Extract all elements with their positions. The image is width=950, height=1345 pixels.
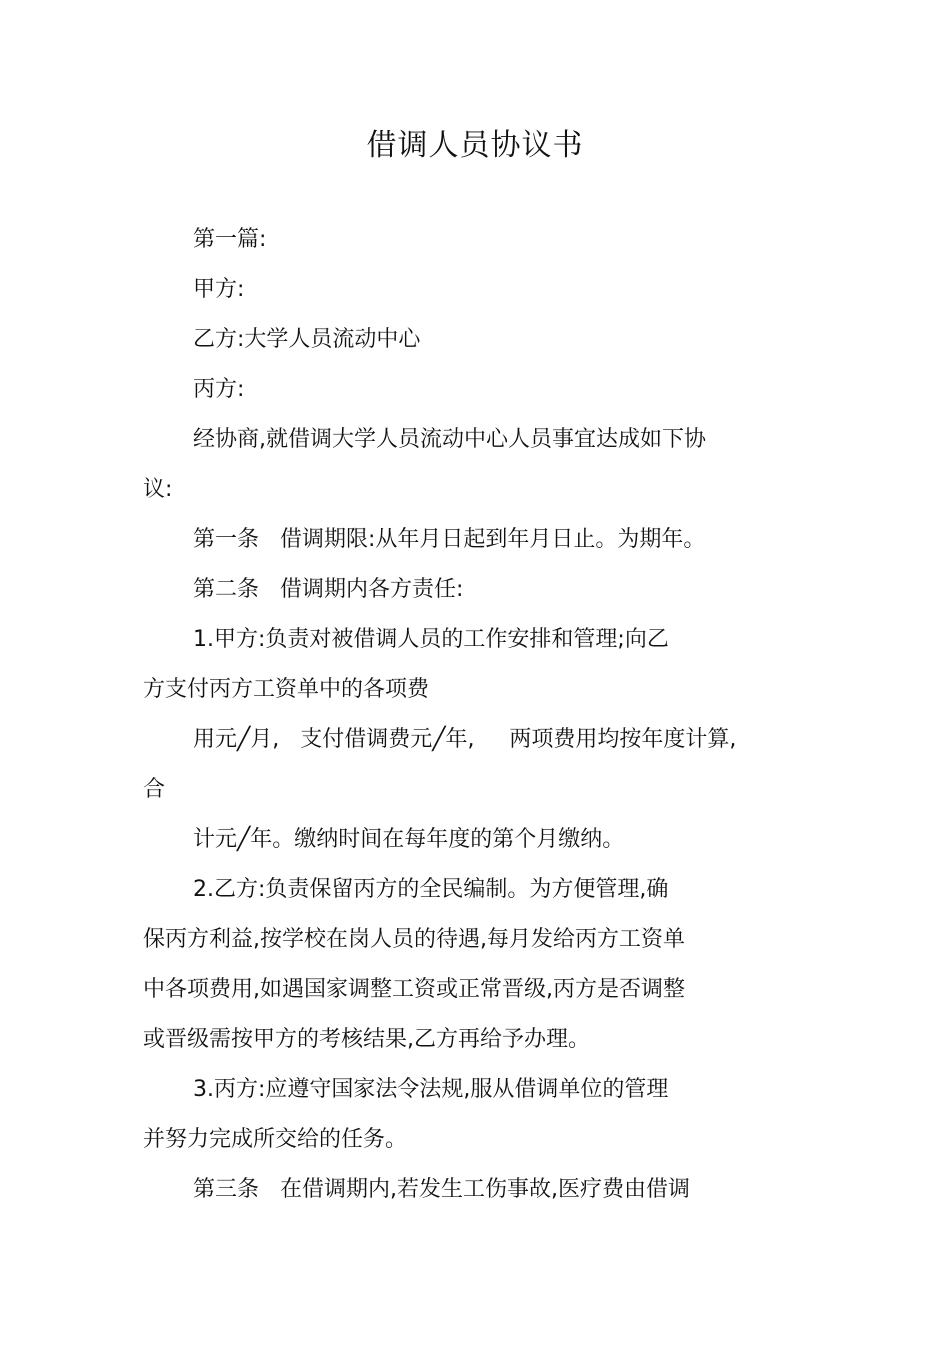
paragraph-party-c: 丙方:: [193, 377, 245, 402]
article-2-item-1-line-5: 计元╱年。缴纳时间在每年度的第个月缴纳。: [193, 827, 625, 852]
article-2-item-3-line-2: 并努力完成所交给的任务。: [143, 1127, 408, 1152]
article-1: 第一条 借调期限:从年月日起到年月日止。为期年。: [193, 527, 706, 552]
article-2-item-2-line-2: 保丙方利益,按学校在岗人员的待遇,每月发给丙方工资单: [143, 927, 685, 952]
article-2-item-2-line-1: 2.乙方:负责保留丙方的全民编制。为方便管理,确: [193, 877, 669, 902]
paragraph-preamble-line-2: 议:: [143, 477, 173, 502]
article-2-item-2-line-4: 或晋级需按甲方的考核结果,乙方再给予办理。: [143, 1027, 590, 1052]
paragraph-part-heading: 第一篇:: [193, 227, 267, 252]
paragraph-party-a: 甲方:: [193, 277, 245, 302]
article-2-item-1-line-1: 1.甲方:负责对被借调人员的工作安排和管理;向乙: [193, 627, 669, 652]
article-3-line-1: 第三条 在借调期内,若发生工伤事故,医疗费由借调: [193, 1177, 690, 1202]
article-2-item-1-line-4: 合: [143, 777, 166, 802]
article-2-item-3-line-1: 3.丙方:应遵守国家法令法规,服从借调单位的管理: [193, 1077, 669, 1102]
paragraph-party-b: 乙方:大学人员流动中心: [193, 327, 421, 352]
article-2-heading: 第二条 借调期内各方责任:: [193, 577, 464, 602]
document-title: 借调人员协议书: [366, 128, 584, 163]
article-2-item-2-line-3: 中各项费用,如遇国家调整工资或正常晋级,丙方是否调整: [143, 977, 685, 1002]
paragraph-preamble-line-1: 经协商,就借调大学人员流动中心人员事宜达成如下协: [193, 427, 706, 452]
article-2-item-1-line-2: 方支付丙方工资单中的各项费: [143, 677, 430, 702]
article-2-item-1-line-3: 用元╱月, 支付借调费元╱年, 两项费用均按年度计算,: [193, 727, 737, 752]
